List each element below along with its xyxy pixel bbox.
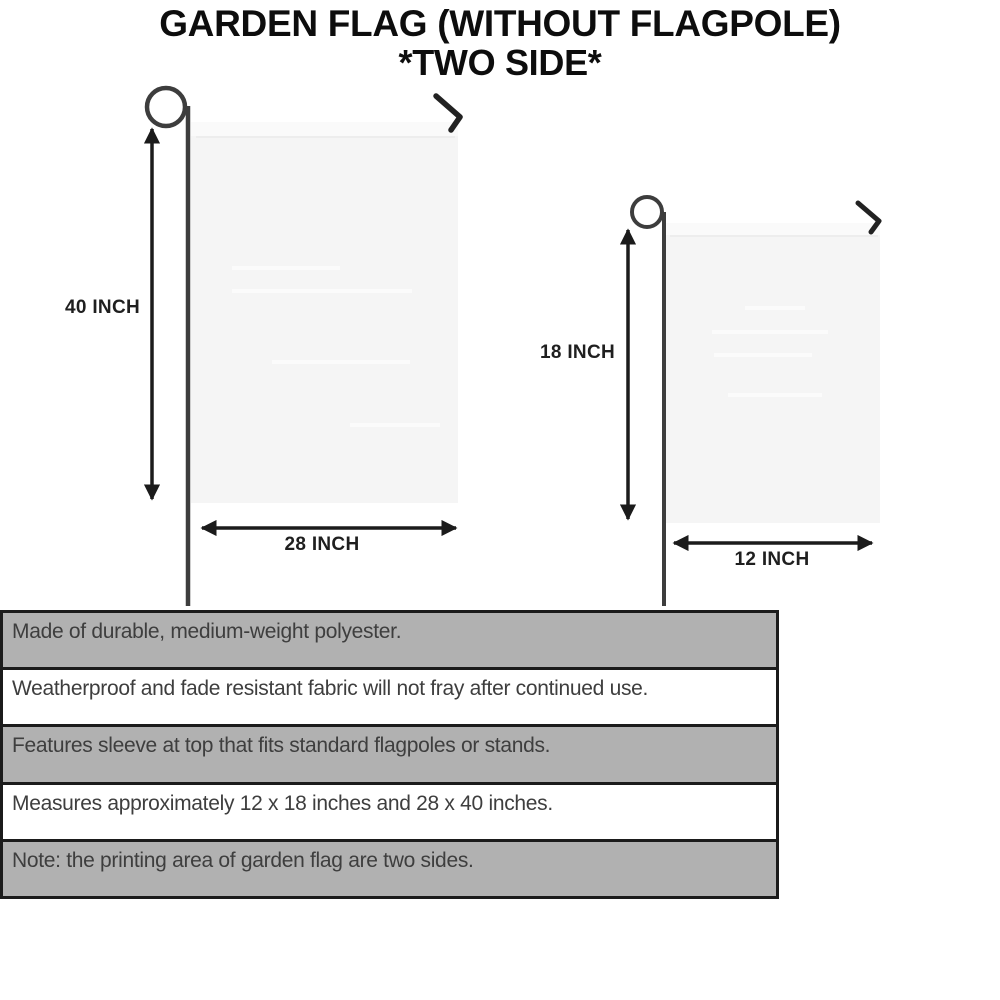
- page-subtitle: *TWO SIDE*: [398, 42, 602, 83]
- large-flag-height-label: 40 INCH: [65, 297, 140, 318]
- features-table: [0, 610, 779, 899]
- large-flag: [191, 122, 458, 503]
- feature-text: Features sleeve at top that fits standard flagpoles or stands.: [12, 734, 551, 758]
- feature-text: Weatherproof and fade resistant fabric will not fray after continued use.: [12, 677, 649, 701]
- feature-row-sleeve: [3, 724, 776, 781]
- title: [0, 4, 1000, 82]
- feature-row-measurements: [3, 782, 776, 839]
- small-flag-pole: [632, 197, 664, 606]
- feature-row-material: [3, 613, 776, 667]
- feature-row-note: [3, 839, 776, 896]
- small-flag-width-label: 12 INCH: [734, 549, 810, 570]
- small-flag: [666, 223, 880, 523]
- page-title: GARDEN FLAG (WITHOUT FLAGPOLE): [159, 3, 841, 44]
- feature-row-weatherproof: [3, 667, 776, 724]
- feature-text: Measures approximately 12 x 18 inches and 28 x 40 inches.: [12, 791, 553, 815]
- pole-loop: [632, 197, 662, 227]
- large-flag-width-label: 28 INCH: [284, 534, 360, 555]
- pole-loop: [147, 88, 185, 126]
- feature-text: Made of durable, medium-weight polyester.: [12, 620, 402, 643]
- small-flag-height-label: 18 INCH: [540, 342, 615, 363]
- feature-text: Note: the printing area of garden flag are two sides.: [12, 848, 474, 872]
